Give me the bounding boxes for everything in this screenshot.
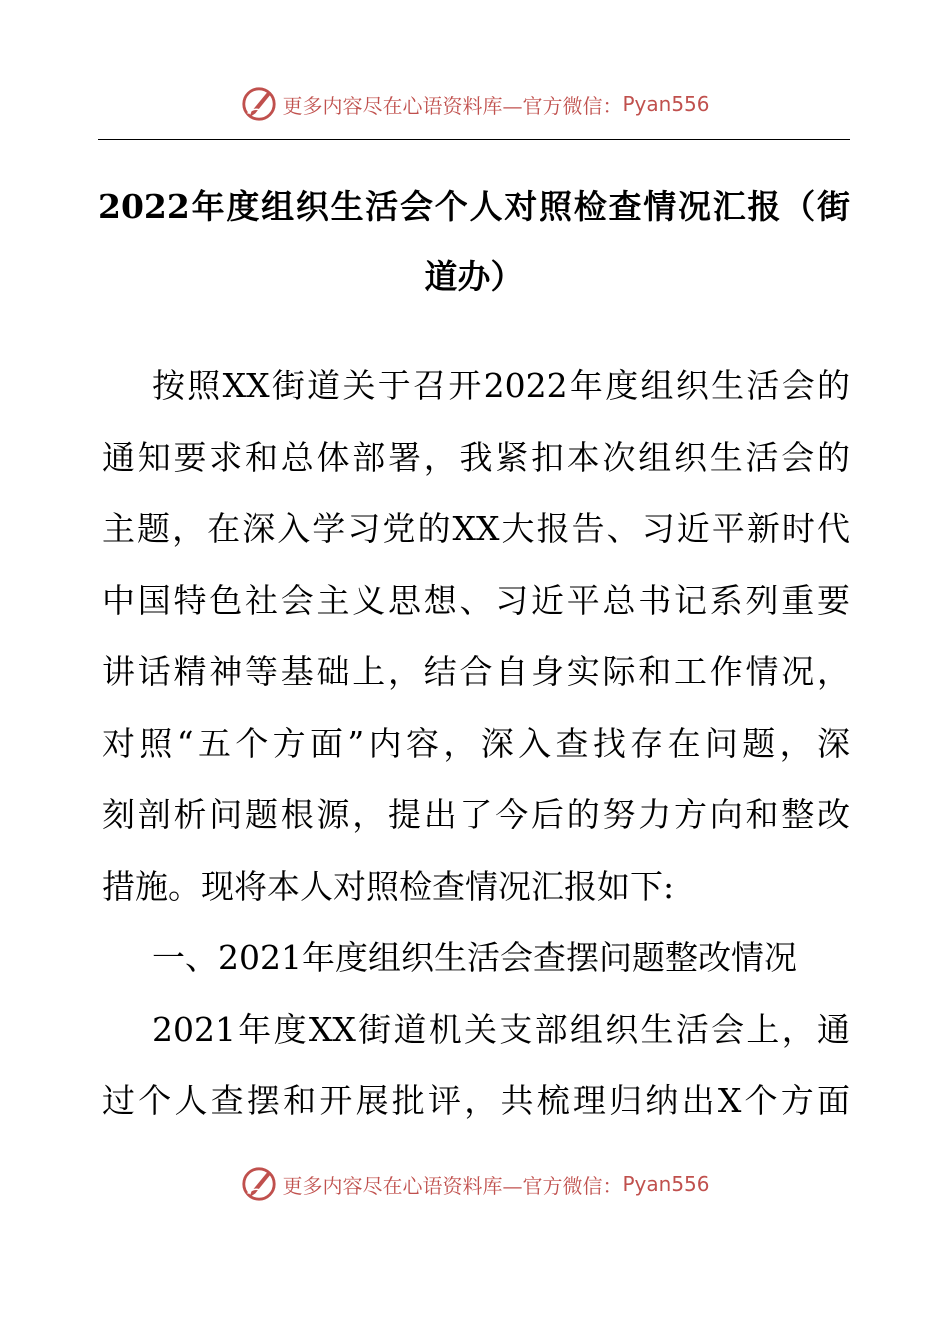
footer-watermark: [0, 1162, 950, 1206]
paragraph-1-line: 主题，在深入学习党的XX大报告、习近平新时代: [102, 509, 850, 548]
paragraph-1-line: 对照“五个方面”内容，深入查找存在问题，深: [102, 723, 850, 763]
watermark-text: 更多内容尽在心语资料库—官方微信：: [282, 93, 623, 118]
document-body: [102, 350, 850, 1137]
paragraph-1-line: 中国特色社会主义思想、习近平总书记系列重要: [102, 580, 850, 620]
paragraph-1-line: 按照XX街道关于召开2022年度组织生活会的: [152, 366, 850, 405]
paragraph-1-line: 通知要求和总体部署，我紧扣本次组织生活会的: [102, 437, 850, 477]
watermark-account: Pyan556: [622, 1172, 710, 1196]
watermark-text: 更多内容尽在心语资料库—官方微信：: [282, 1173, 623, 1198]
title-line-1: 2022年度组织生活会个人对照检查情况汇报（街: [98, 187, 850, 226]
paragraph-2-line: 过个人查摆和开展批评，共梳理归纳出X个方面: [102, 1081, 850, 1120]
section-1-heading: 一、2021年度组织生活会查摆问题整改情况: [152, 938, 797, 977]
quill-pen-circle-icon: [240, 85, 278, 123]
watermark-account: Pyan556: [622, 92, 710, 116]
paragraph-1-line: 措施。现将本人对照检查情况汇报如下:: [102, 866, 675, 906]
paragraph-1-line: 刻剖析问题根源，提出了今后的努力方向和整改: [102, 795, 850, 834]
title-line-2: 道办）: [424, 257, 524, 296]
header-rule: [98, 139, 850, 140]
paragraph-2-line: 2021年度XX街道机关支部组织生活会上，通: [152, 1009, 850, 1049]
document-title: [98, 172, 850, 312]
paragraph-1-line: 讲话精神等基础上，结合自身实际和工作情况，: [102, 652, 850, 691]
header-watermark: [0, 82, 950, 126]
quill-pen-circle-icon: [240, 1165, 278, 1203]
